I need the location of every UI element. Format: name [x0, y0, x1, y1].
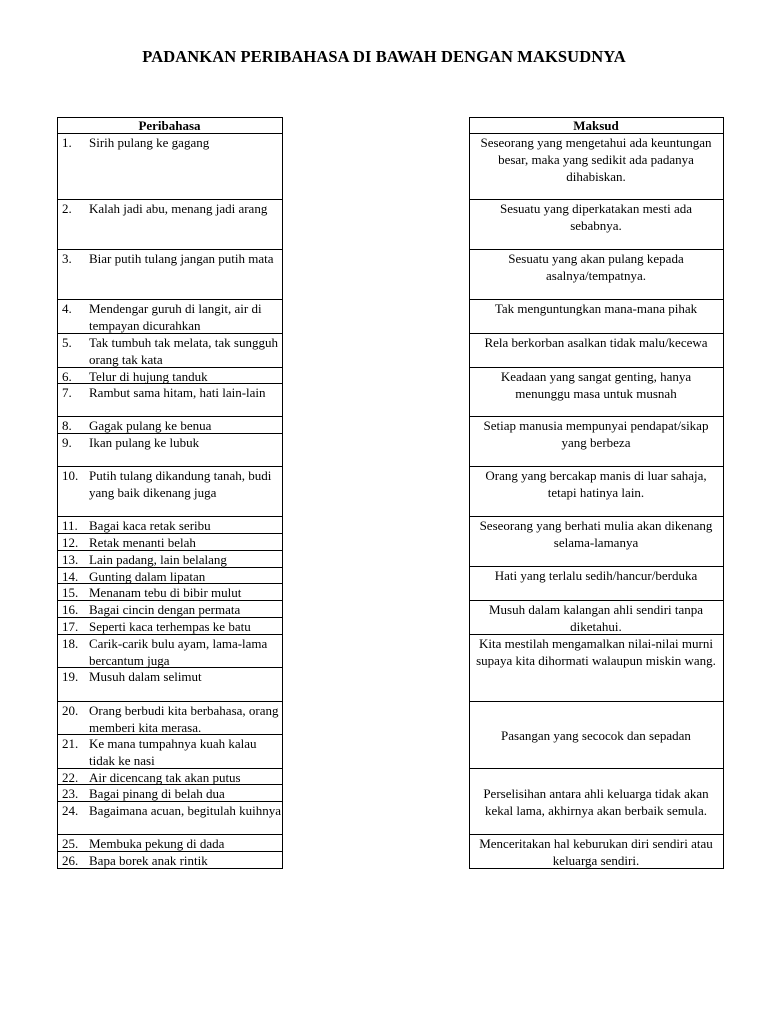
proverb-text: Putih tulang dikandung tanah, budi yang baik dikenang juga — [89, 468, 272, 500]
table-border-answer-left — [469, 117, 470, 869]
meaning-item: Perselisihan antara ahli keluarga tidak akan kekal lama, akhirnya akan berbaik semula. — [483, 785, 709, 818]
proverb-number: 18. — [62, 636, 79, 651]
proverb-number: 17. — [62, 619, 79, 634]
proverb-number: 23. — [62, 786, 79, 801]
meaning-item: Keadaan yang sangat genting, hanya menunggu masa untuk musnah — [500, 369, 692, 401]
proverb-text: Lain padang, lain belalang — [89, 552, 227, 567]
meaning-item: Orang yang bercakap manis di luar sahaja, tetapi hatinya lain. — [485, 468, 707, 500]
proverb-number: 13. — [62, 552, 79, 567]
proverb-number: 5. — [62, 335, 72, 350]
proverb-number: 1. — [62, 135, 72, 150]
proverb-number: 19. — [62, 669, 79, 684]
meaning-item: Tak menguntungkan mana-mana pihak — [494, 301, 698, 316]
table-border-left — [57, 117, 58, 869]
proverb-number: 10. — [62, 468, 79, 483]
proverb-text: Retak menanti belah — [89, 535, 196, 550]
proverb-text: Menanam tebu di bibir mulut — [89, 585, 242, 600]
proverb-text: Ikan pulang ke lubuk — [89, 435, 200, 450]
proverb-number: 25. — [62, 836, 79, 851]
proverb-text: Ke mana tumpahnya kuah kalau tidak ke nasi — [89, 736, 257, 768]
proverb-text: Bapa borek anak rintik — [89, 853, 208, 868]
page-title: PADANKAN PERIBAHASA DI BAWAH DENGAN MAKSUDNYA — [142, 47, 626, 66]
proverb-text: Gunting dalam lipatan — [89, 569, 206, 584]
proverb-number: 16. — [62, 602, 79, 617]
proverb-text: Bagai kaca retak seribu — [89, 518, 211, 533]
proverb-text: Bagai pinang di belah dua — [89, 786, 225, 801]
proverb-number: 7. — [62, 385, 72, 400]
proverb-number: 14. — [62, 569, 79, 584]
proverb-text: Musuh dalam selimut — [89, 669, 202, 684]
proverb-text: Tak tumbuh tak melata, tak sungguh orang tak kata — [89, 335, 278, 367]
proverb-text: Air dicencang tak akan putus — [89, 770, 241, 785]
proverb-number: 4. — [62, 301, 72, 316]
meaning-item: Seseorang yang berhati mulia akan dikenang selama-lamanya — [479, 518, 713, 550]
proverb-text: Carik-carik bulu ayam, lama-lama bercantum juga — [89, 636, 268, 668]
proverb-number: 15. — [62, 585, 79, 600]
proverb-text: Kalah jadi abu, menang jadi arang — [89, 201, 268, 216]
proverb-text: Bagaimana acuan, begitulah kuihnya — [89, 803, 282, 818]
proverb-number: 6. — [62, 369, 72, 384]
table-border-right — [723, 117, 724, 869]
meaning-item: Sesuatu yang akan pulang kepada asalnya/tempatnya. — [508, 251, 684, 283]
proverb-text: Telur di hujung tanduk — [89, 369, 208, 384]
meaning-item: Seseorang yang mengetahui ada keuntungan besar, maka yang sedikit ada padanya dihabiskan. — [480, 135, 712, 184]
proverb-number: 21. — [62, 736, 79, 751]
proverb-number: 22. — [62, 770, 79, 785]
meaning-item: Sesuatu yang diperkatakan mesti ada sebabnya. — [499, 201, 693, 233]
proverb-number: 8. — [62, 418, 72, 433]
meaning-item: Hati yang terlalu sedih/hancur/berduka — [494, 568, 698, 583]
meaning-item: Menceritakan hal keburukan diri sendiri atau keluarga sendiri. — [479, 836, 713, 868]
header-maksud: Maksud — [573, 118, 619, 133]
proverb-text: Seperti kaca terhempas ke batu — [89, 619, 251, 634]
proverb-text: Gagak pulang ke benua — [89, 418, 212, 433]
proverb-number: 26. — [62, 853, 79, 868]
proverb-text: Bagai cincin dengan permata — [89, 602, 241, 617]
meaning-item: Rela berkorban asalkan tidak malu/kecewa — [484, 335, 708, 350]
proverb-text: Biar putih tulang jangan putih mata — [89, 251, 274, 266]
proverb-number: 20. — [62, 703, 79, 718]
meaning-item: Pasangan yang secocok dan sepadan — [501, 727, 691, 743]
proverb-text: Rambut sama hitam, hati lain-lain — [89, 385, 266, 400]
proverb-text: Membuka pekung di dada — [89, 836, 225, 851]
header-peribahasa: Peribahasa — [138, 118, 201, 133]
proverb-number: 11. — [62, 518, 78, 533]
proverb-text: Orang berbudi kita berbahasa, orang memberi kita merasa. — [89, 703, 279, 735]
proverb-text: Sirih pulang ke gagang — [89, 135, 210, 150]
meaning-item: Musuh dalam kalangan ahli sendiri tanpa diketahui. — [488, 602, 704, 634]
proverb-number: 2. — [62, 201, 72, 216]
proverb-number: 24. — [62, 803, 79, 818]
meaning-item: Kita mestilah mengamalkan nilai-nilai murni supaya kita dihormati walaupun miskin wang. — [476, 636, 716, 668]
proverb-number: 9. — [62, 435, 72, 450]
proverb-text: Mendengar guruh di langit, air di tempayan dicurahkan — [89, 301, 262, 333]
meaning-item: Setiap manusia mempunyai pendapat/sikap yang berbeza — [483, 418, 709, 450]
proverb-number: 12. — [62, 535, 79, 550]
proverb-number: 3. — [62, 251, 72, 266]
